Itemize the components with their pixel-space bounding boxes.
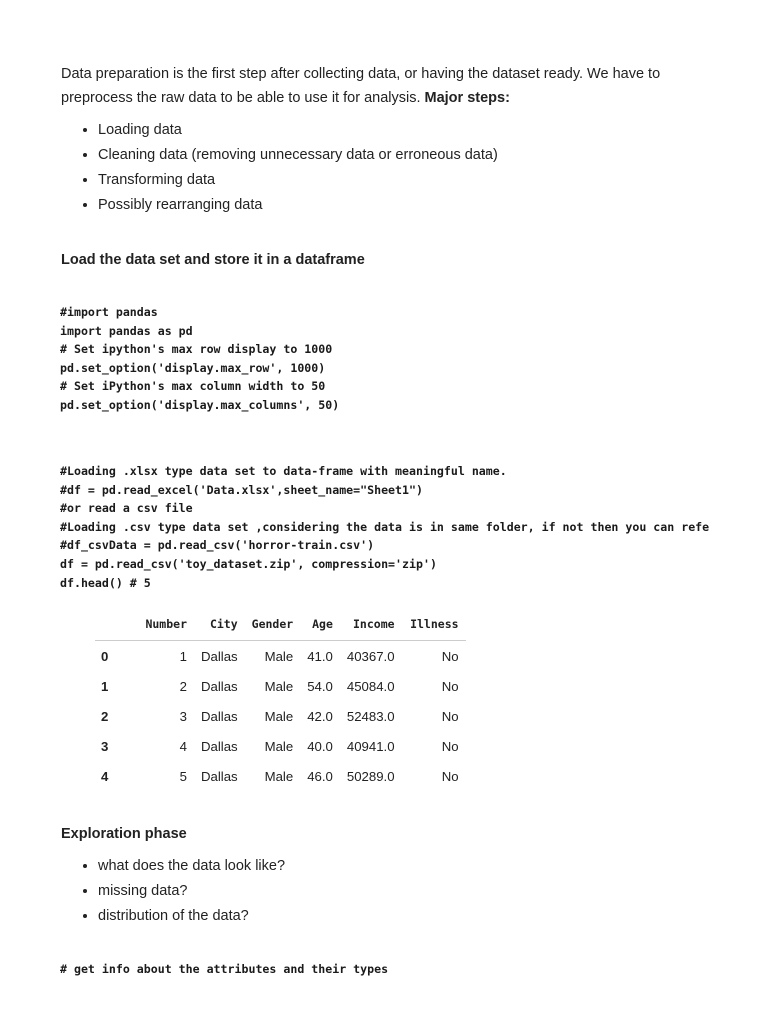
- row-index: 2: [101, 708, 109, 724]
- table-row: [95, 761, 466, 791]
- table-cell: Dallas: [201, 678, 238, 694]
- table-cell: No: [441, 768, 459, 784]
- table-cell: Male: [264, 708, 294, 724]
- code-line: #df_csvData = pd.read_csv('horror-train.csv'): [60, 538, 375, 553]
- table-cell: Dallas: [201, 738, 238, 754]
- code-line: #Loading .csv type data set ,considering the data is in same folder, if not then you can refe: [60, 519, 710, 534]
- list-item: • what does the data look like?: [98, 854, 285, 879]
- exploration-heading: Exploration phase: [61, 826, 187, 842]
- table-cell: Dallas: [201, 768, 238, 784]
- code-line: pd.set_option('display.max_row', 1000): [60, 360, 326, 375]
- code-block-imports: [60, 303, 339, 415]
- table-cell: 2: [179, 678, 187, 694]
- dataframe-table: [95, 614, 466, 791]
- column-header: Gender: [245, 614, 301, 641]
- table-cell: No: [441, 648, 459, 664]
- row-index: 4: [101, 768, 109, 784]
- table-cell: Male: [264, 648, 294, 664]
- table-cell: 3: [179, 708, 187, 724]
- table-cell: 54.0: [307, 678, 333, 694]
- code-line: #df = pd.read_excel('Data.xlsx',sheet_name="Sheet1"): [60, 482, 423, 497]
- table-row: [95, 641, 466, 672]
- intro-paragraph: [61, 62, 711, 110]
- table-cell: 5: [179, 768, 187, 784]
- column-header: Income: [340, 614, 402, 641]
- column-header: [95, 614, 122, 641]
- table-cell: Dallas: [201, 648, 238, 664]
- table-row: [95, 701, 466, 731]
- table-cell: 1: [179, 648, 187, 664]
- table-cell: Dallas: [201, 708, 238, 724]
- load-heading: Load the data set and store it in a dataframe: [61, 252, 365, 268]
- list-item: • Loading data: [98, 118, 498, 143]
- row-index: 0: [101, 648, 109, 664]
- code-line: #or read a csv file: [60, 501, 193, 516]
- table-row: [95, 671, 466, 701]
- table-cell: 40.0: [307, 738, 333, 754]
- code-line: # get info about the attributes and their types: [60, 962, 389, 976]
- code-line: df = pd.read_csv('toy_dataset.zip', compression='zip'): [60, 556, 437, 571]
- code-block-loading: [60, 462, 760, 592]
- list-item: • missing data?: [98, 879, 285, 904]
- code-block-info: [60, 960, 388, 979]
- list-item: • Possibly rearranging data: [98, 193, 498, 218]
- table-cell: No: [441, 708, 459, 724]
- column-header: Illness: [402, 614, 466, 641]
- steps-list: [61, 118, 498, 218]
- code-line: # Set iPython's max column width to 50: [60, 379, 326, 394]
- table-cell: Male: [264, 738, 294, 754]
- table-cell: 46.0: [307, 768, 333, 784]
- code-line: df.head() # 5: [60, 575, 151, 590]
- table-cell: No: [441, 678, 459, 694]
- table-header-row: [95, 614, 466, 641]
- column-header: Number: [122, 614, 194, 641]
- table-cell: Male: [264, 678, 294, 694]
- code-line: #Loading .xlsx type data set to data-frame with meaningful name.: [60, 464, 507, 478]
- list-item: • distribution of the data?: [98, 904, 285, 929]
- table-row: [95, 731, 466, 761]
- table-cell: 41.0: [307, 648, 333, 664]
- code-line: pd.set_option('display.max_columns', 50): [60, 397, 340, 412]
- column-header: City: [194, 614, 245, 641]
- row-index: 1: [101, 678, 109, 694]
- code-line: # Set ipython's max row display to 1000: [60, 342, 333, 357]
- table-cell: 40367.0: [346, 648, 395, 664]
- table-cell: 40941.0: [346, 738, 395, 754]
- column-header: Age: [300, 614, 340, 641]
- code-line: import pandas as pd: [60, 323, 193, 338]
- table-cell: 45084.0: [346, 678, 395, 694]
- table-cell: Male: [264, 768, 294, 784]
- table-cell: 4: [179, 738, 187, 754]
- list-item: • Transforming data: [98, 168, 498, 193]
- intro-bold-text: Major steps:: [424, 90, 510, 106]
- intro-text: Data preparation is the first step after collecting data, or having the dataset ready. We have to preprocess the raw data to be able to use it for analysis.: [61, 66, 661, 106]
- table-cell: 52483.0: [346, 708, 395, 724]
- list-item: • Cleaning data (removing unnecessary data or erroneous data): [98, 143, 498, 168]
- code-line: #import pandas: [60, 305, 158, 319]
- table-cell: 50289.0: [346, 768, 395, 784]
- table-cell: No: [441, 738, 459, 754]
- exploration-list: [61, 854, 285, 929]
- row-index: 3: [101, 738, 109, 754]
- table-cell: 42.0: [307, 708, 333, 724]
